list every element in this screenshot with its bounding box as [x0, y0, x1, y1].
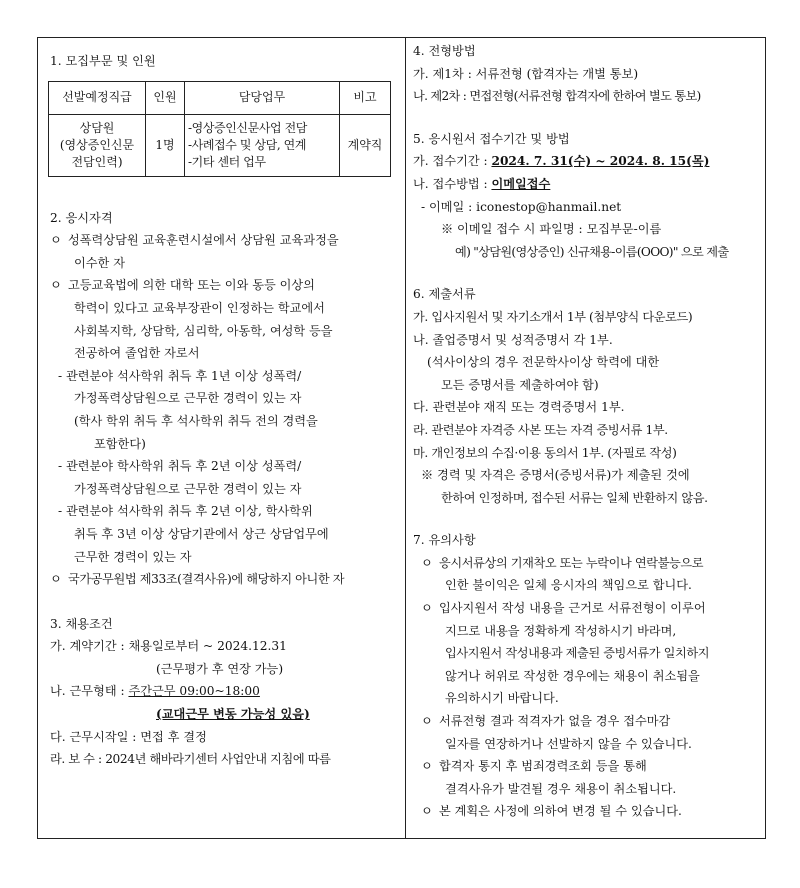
document-1: 가. 입사지원서 및 자기소개서 1부 (첨부양식 다운로드) — [413, 309, 693, 324]
contract-extension: (근무평가 후 연장 가능) — [156, 661, 284, 676]
document-note-2: 한하여 인정하며, 접수된 서류는 일체 반환하지 않음. — [441, 490, 708, 505]
section-2-title: 2. 응시자격 — [50, 210, 113, 225]
section-4-title: 4. 전형방법 — [413, 44, 476, 58]
document-4: 라. 관련분야 자격증 사본 또는 자격 증빙서류 1부. — [413, 422, 668, 437]
header-position: 선발예정직급 — [49, 81, 146, 114]
column-divider — [405, 37, 406, 839]
cell-note: 계약직 — [340, 114, 391, 176]
work-type-note: (교대근무 변동 가능성 있음) — [156, 707, 310, 722]
qualification-1: ㅇ 성폭력상담원 교육훈련시설에서 상담원 교육과정을 이수한 자 — [50, 229, 400, 274]
caution-4: ㅇ 합격자 통지 후 범죄경력조회 등을 통해 결격사유가 발견될 경우 채용이 취소됩니다. — [413, 755, 765, 800]
cell-count: 1명 — [146, 114, 185, 176]
application-email: - 이메일 : iconestop@hanmail.net — [421, 199, 622, 214]
section-1-title: 1. 모집부문 및 인원 — [50, 54, 156, 68]
caution-5: ㅇ 본 계획은 사정에 의하여 변경 될 수 있습니다. — [413, 800, 765, 823]
section-5-title: 5. 응시원서 접수기간 및 방법 — [413, 131, 570, 146]
application-period: 가. 접수기간 : 2024. 7. 31(수) ~ 2024. 8. 15(목) — [413, 154, 710, 169]
right-column — [413, 40, 765, 823]
section-6-title: 6. 제출서류 — [413, 287, 476, 302]
bullet-icon: ㅇ — [50, 233, 62, 248]
bullet-icon: ㅇ — [50, 278, 62, 293]
document-2-note-2: 모든 증명서를 제출하여야 함) — [441, 377, 599, 392]
qualification-2: ㅇ 고등교육법에 의한 대학 또는 이와 동등 이상의 학력이 있다고 교육부장관이 인정하는 학교에서 사회복지학, 상담학, 심리학, 아동학, 여성학 등을 전공하여 졸업한 자로서 — [50, 274, 400, 364]
bullet-icon: ㅇ — [421, 759, 433, 774]
header-count: 인원 — [146, 81, 185, 114]
bullet-icon: ㅇ — [50, 572, 62, 587]
caution-1: ㅇ 응시서류상의 기재착오 또는 누락이나 연락불능으로 인한 불이익은 일체 응시자의 책임으로 합니다. — [413, 552, 765, 597]
bullet-icon: ㅇ — [421, 555, 433, 570]
header-note: 비고 — [340, 81, 391, 114]
recruitment-table — [48, 81, 391, 177]
header-duties: 담당업무 — [185, 81, 340, 114]
contract-period: 가. 계약기간 : 채용일로부터 ~ 2024.12.31 — [50, 639, 287, 654]
filename-example: 예) "상담원(영상증인) 신규채용-이름(OOO)" 으로 제출 — [455, 244, 729, 259]
qualification-sub-1: - 관련분야 석사학위 취득 후 1년 이상 성폭력/ 가정폭력상담원으로 근무한 경력이 있는 자 (학사 학위 취득 후 석사학위 취득 전의 경력을 포함한다) — [58, 368, 318, 451]
screening-1: 가. 제1차 : 서류전형 (합격자는 개별 통보) — [413, 66, 639, 81]
section-3-title: 3. 채용조건 — [50, 616, 113, 631]
start-date: 다. 근무시작일 : 면접 후 결정 — [50, 729, 207, 744]
cell-position: 상담원 (영상증인신문 전담인력) — [49, 114, 146, 176]
bullet-icon: ㅇ — [421, 601, 433, 616]
document-note-1: ※ 경력 및 자격은 증명서(증빙서류)가 제출된 것에 — [421, 468, 690, 483]
document-2: 나. 졸업증명서 및 성적증명서 각 1부. — [413, 332, 613, 347]
document-3: 다. 관련분야 재직 또는 경력증명서 1부. — [413, 400, 625, 415]
application-method: 나. 접수방법 : 이메일접수 — [413, 176, 551, 191]
section-7-title: 7. 유의사항 — [413, 533, 476, 548]
document-5: 마. 개인정보의 수집·이용 동의서 1부. (자필로 작성) — [413, 445, 677, 460]
filename-note: ※ 이메일 접수 시 파일명 : 모집부문-이름 — [441, 222, 662, 237]
caution-2: ㅇ 입사지원서 작성 내용을 근거로 서류전형이 이루어 지므로 내용을 정확하게 작성하시기 바라며, 입사지원서 작성내용과 제출된 증빙서류가 일치하지 않거나 허위로 작성한 경우에는 채용이 취소됨을 유의하시기 바랍니다. — [413, 597, 765, 710]
caution-3: ㅇ 서류전형 결과 적격자가 없을 경우 접수마감 일자를 연장하거나 선발하지 않을 수 있습니다. — [413, 710, 765, 755]
screening-2: 나. 제2차 : 면접전형(서류전형 합격자에 한하여 별도 통보) — [413, 89, 701, 104]
qualification-3: ㅇ 국가공무원법 제33조(결격사유)에 해당하지 아니한 자 — [50, 568, 400, 591]
document-2-note-1: (석사이상의 경우 전문학사이상 학력에 대한 — [427, 355, 660, 370]
left-column — [50, 50, 400, 771]
qualification-sub-2: - 관련분야 학사학위 취득 후 2년 이상 성폭력/ 가정폭력상담원으로 근무한 경력이 있는 자 — [58, 459, 302, 496]
work-type: 나. 근무형태 : 주간근무 09:00~18:00 — [50, 684, 260, 699]
bullet-icon: ㅇ — [421, 714, 433, 729]
bullet-icon: ㅇ — [421, 804, 433, 819]
cell-duties: -영상증인신문사업 전담 -사례접수 및 상담, 연계 -기타 센터 업무 — [185, 114, 340, 176]
salary: 라. 보 수 : 2024년 해바라기센터 사업안내 지침에 따름 — [50, 752, 331, 767]
qualification-sub-3: - 관련분야 석사학위 취득 후 2년 이상, 학사학위 취득 후 3년 이상 상담기관에서 상근 상담업무에 근무한 경력이 있는 자 — [58, 504, 329, 564]
